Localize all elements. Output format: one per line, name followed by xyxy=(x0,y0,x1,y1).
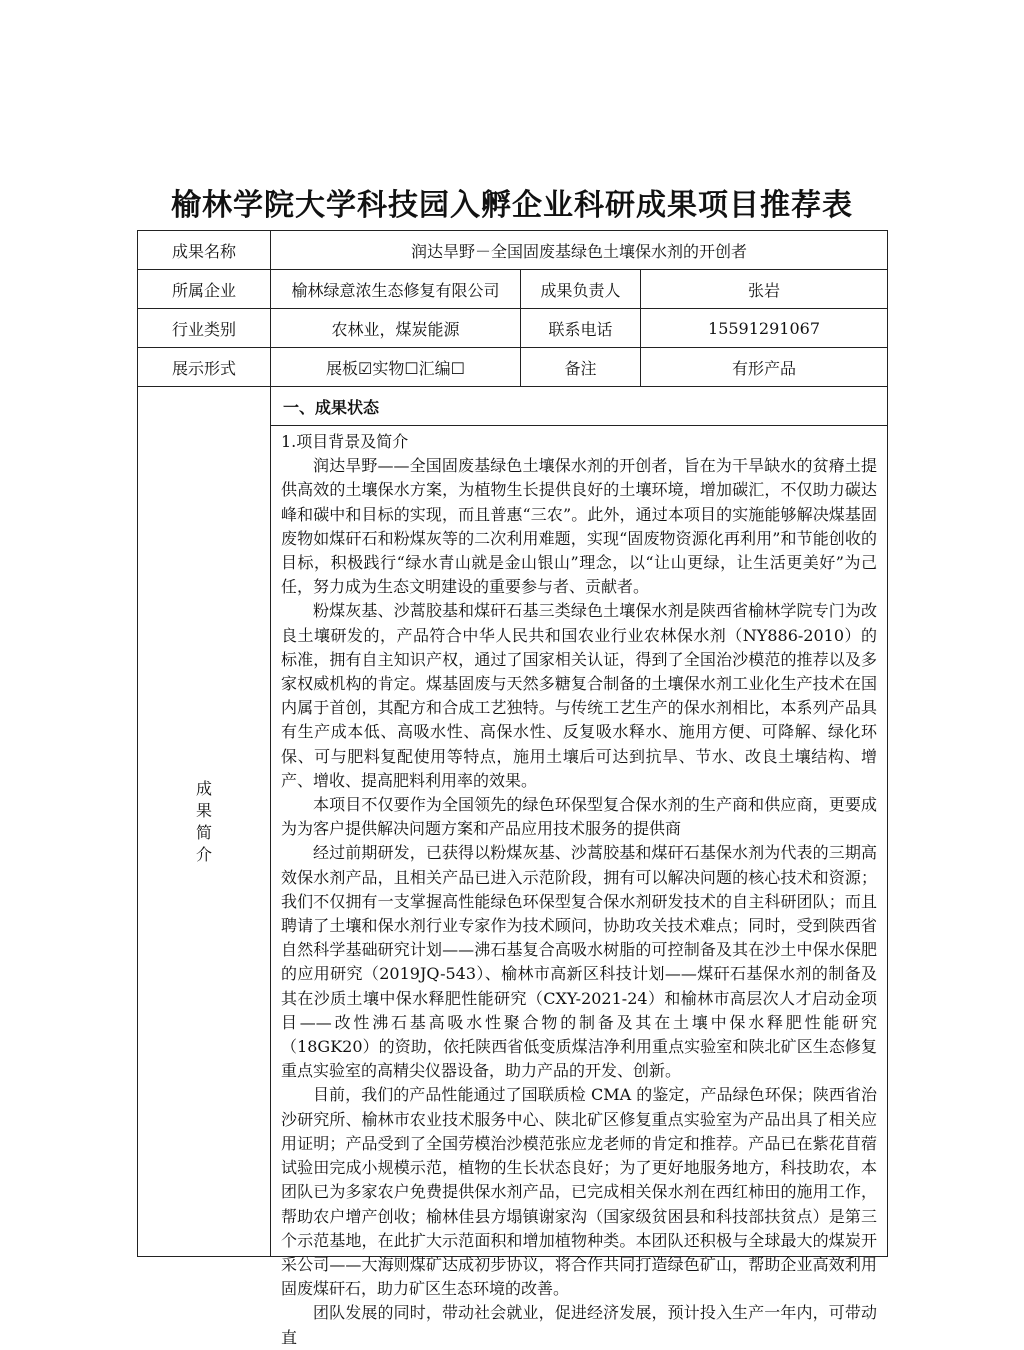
industry-value: 农林业，煤炭能源 xyxy=(271,309,521,348)
display-form-value: 展板☑实物☐汇编☐ xyxy=(271,348,521,387)
paragraph: 团队发展的同时，带动社会就业，促进经济发展，预计投入生产一年内，可带动直 xyxy=(281,1303,878,1347)
page-title: 榆林学院大学科技园入孵企业科研成果项目推荐表 xyxy=(171,188,853,223)
row-industry xyxy=(138,309,888,348)
company-label: 所属企业 xyxy=(138,270,271,309)
summary-side-label-text: 成果简介 xyxy=(196,778,213,864)
summary-text xyxy=(281,430,878,1347)
section-title: 一、成果状态 xyxy=(271,387,888,426)
paragraph: 目前，我们的产品性能通过了国联质检 CMA 的鉴定，产品绿色环保；陕西省治沙研究所、榆林市农业技术服务中心、陕北矿区修复重点实验室为产品出具了相关应用证明；产品受到了全国劳模治沙模范张应龙老师的肯定和推荐。产品已在紫花苜蓿试验田完成小规模示范，植物的生长状态良好；为了更好地服务地方，科技助农，本团队已为多家农户免费提供保水剂产品，已完成相关保水剂在西红柿田的施用工作，帮助农户增产创收；榆林佳县方塌镇谢家沟（国家级贫困县和科技部扶贫点）是第三个示范基地，在此扩大示范面积和增加植物种类。本团队还积极与全球最大的煤炭开采公司——大海则煤矿达成初步协议，将合作共同打造绿色矿山，帮助企业高效利用固废煤矸石，助力矿区生态环境的改善。 xyxy=(281,1085,878,1299)
phone-label: 联系电话 xyxy=(521,309,641,348)
recommendation-form xyxy=(137,230,888,1347)
paragraph: 经过前期研发，已获得以粉煤灰基、沙蒿胶基和煤矸石基保水剂为代表的三期高效保水剂产品，且相关产品已进入示范阶段，拥有可以解决问题的核心技术和资源；我们不仅拥有一支掌握高性能绿色环保型复合保水剂研发技术的自主科研团队；而且聘请了土壤和保水剂行业专家作为技术顾问，协助攻关技术难点；同时，受到陕西省自然科学基础研究计划——沸石基复合高吸水树脂的可控制备及其在沙土中保水保肥的应用研究（2019JQ-543）、榆林市高新区科技计划——煤矸石基保水剂的制备及其在沙质土壤中保水释肥性能研究（CXY-2021-24）和榆林市高层次人才启动金项目——改性沸石基高吸水性聚合物的制备及其在土壤中保水释肥性能研究（18GK20）的资助，依托陕西省低变质煤洁净利用重点实验室和陕北矿区生态修复重点实验室的高精尖仪器设备，助力产品的开发、创新。 xyxy=(281,843,878,1081)
phone-value: 15591291067 xyxy=(641,309,888,348)
industry-label: 行业类别 xyxy=(138,309,271,348)
display-form-label: 展示形式 xyxy=(138,348,271,387)
row-section-head xyxy=(138,387,888,426)
paragraph: 粉煤灰基、沙蒿胶基和煤矸石基三类绿色土壤保水剂是陕西省榆林学院专门为改良土壤研发的，产品符合中华人民共和国农业行业农林保水剂（NY886-2010）的标准，拥有自主知识产权，通过了国家相关认证，得到了全国治沙模范的推荐以及多家权威机构的肯定。煤基固废与天然多糖复合制备的土壤保水剂工业化生产技术在国内属于首创，其配方和合成工艺独特。与传统工艺生产的保水剂相比，本系列产品具有生产成本低、高吸水性、高保水性、反复吸水释水、施用方便、可降解、绿化环保、可与肥料复配使用等特点，施用土壤后可达到抗旱、节水、改良土壤结构、增产、增收、提高肥料利用率的效果。 xyxy=(281,601,878,790)
summary-body xyxy=(271,426,888,1347)
subheading: 1.项目背景及简介 xyxy=(281,432,409,451)
remark-value: 有形产品 xyxy=(641,348,888,387)
company-value: 榆林绿意浓生态修复有限公司 xyxy=(271,270,521,309)
leader-value: 张岩 xyxy=(641,270,888,309)
paragraph: 润达旱野——全国固废基绿色土壤保水剂的开创者，旨在为干旱缺水的贫瘠土提供高效的土壤保水方案，为植物生长提供良好的土壤环境，增加碳汇，不仅助力碳达峰和碳中和目标的实现，而且普惠“三农”。此外，通过本项目的实施能够解决煤基固废物如煤矸石和粉煤灰等的二次利用难题，实现“固废物资源化再利用”和节能创收的目标，积极践行“绿水青山就是金山银山”理念，以“让山更绿，让生活更美好”为己任，努力成为生态文明建设的重要参与者、贡献者。 xyxy=(281,456,878,597)
remark-label: 备注 xyxy=(521,348,641,387)
summary-side-label xyxy=(138,387,271,1257)
row-achievement-name xyxy=(138,231,888,270)
row-display xyxy=(138,348,888,387)
achievement-name-label: 成果名称 xyxy=(138,231,271,270)
achievement-name-value: 润达旱野－全国固废基绿色土壤保水剂的开创者 xyxy=(271,231,888,270)
row-company xyxy=(138,270,888,309)
leader-label: 成果负责人 xyxy=(521,270,641,309)
paragraph: 本项目不仅要作为全国领先的绿色环保型复合保水剂的生产商和供应商，更要成为为客户提供解决问题方案和产品应用技术服务的提供商 xyxy=(281,795,878,839)
